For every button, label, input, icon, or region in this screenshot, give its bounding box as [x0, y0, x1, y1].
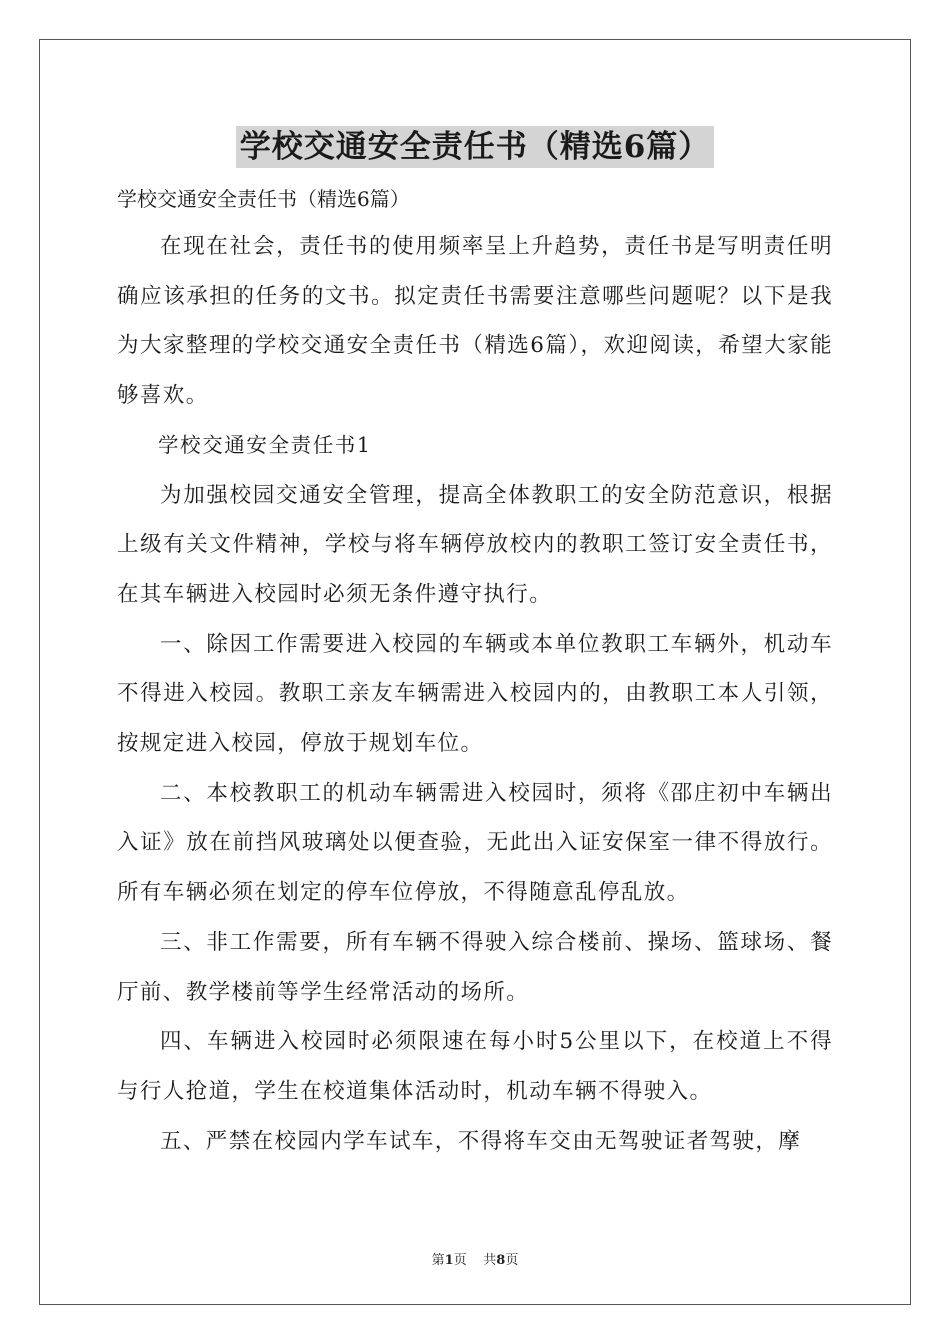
paragraph: 五、严禁在校园内学车试车，不得将车交由无驾驶证者驾驶，摩: [160, 1128, 802, 1154]
paragraph: 一、除因工作需要进入校园的车辆或本单位教职工车辆外，机动车不得进入校园。教职工亲友车辆需进入校园内的，由教职工本人引领，按规定进入校园，停放于规划车位。: [117, 631, 833, 757]
footer-total-prefix: 共: [483, 1253, 497, 1268]
paragraph: 四、车辆进入校园时必须限速在每小时5公里以下，在校道上不得与行人抢道，学生在校道集体活动时，机动车辆不得驶入。: [117, 1029, 833, 1104]
footer-page-suffix: 页: [453, 1253, 467, 1268]
paragraph: 二、本校教职工的机动车辆需进入校园时，须将《邵庄初中车辆出入证》放在前挡风玻璃处以便查验，无此出入证安保室一律不得放行。所有车辆必须在划定的停车位停放，不得随意乱停乱放。: [117, 780, 833, 906]
footer-page-total: 8: [496, 1253, 506, 1268]
title-container: [0, 126, 950, 168]
footer-page-current: 1: [444, 1253, 454, 1268]
footer-page-prefix: 第: [431, 1253, 445, 1268]
paragraph: 三、非工作需要，所有车辆不得驶入综合楼前、操场、篮球场、餐厅前、教学楼前等学生经常活动的场所。: [117, 929, 833, 1005]
document-body: [117, 176, 833, 1166]
section-heading: 学校交通安全责任书1: [158, 432, 372, 457]
paragraph: 为加强校园交通安全管理，提高全体教职工的安全防范意识，根据上级有关文件精神，学校与将车辆停放校内的教职工签订安全责任书，在其车辆进入校园时必须无条件遵守执行。: [117, 482, 833, 607]
page-footer: [0, 1249, 950, 1268]
footer-total-suffix: 页: [505, 1253, 519, 1268]
document-title: 学校交通安全责任书（精选6篇）: [236, 126, 715, 168]
document-subtitle: 学校交通安全责任书（精选6篇）: [117, 187, 410, 211]
paragraph-intro: 在现在社会，责任书的使用频率呈上升趋势，责任书是写明责任明确应该承担的任务的文书。拟定责任书需要注意哪些问题呢？以下是我为大家整理的学校交通安全责任书（精选6篇），欢迎阅读，希望大家能够喜欢。: [117, 234, 833, 409]
